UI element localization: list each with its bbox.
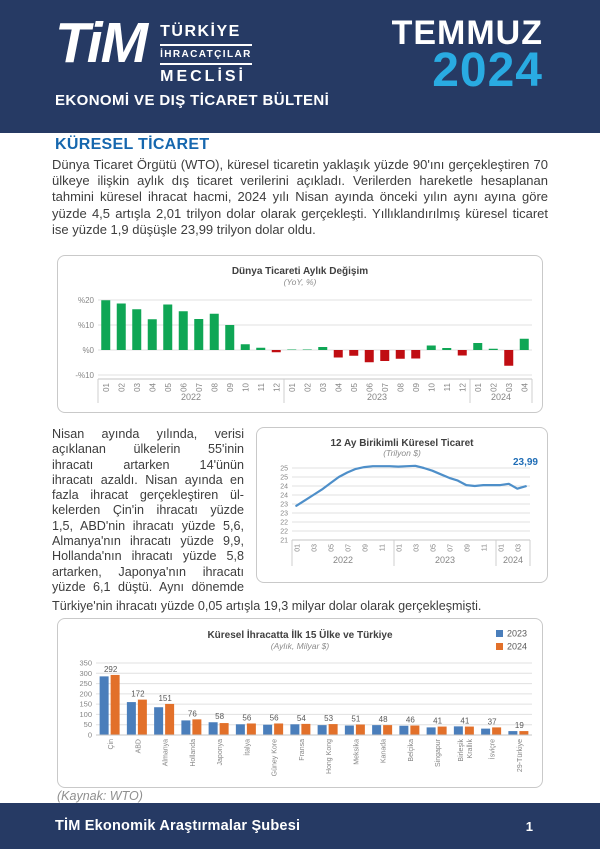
svg-text:46: 46 (405, 715, 415, 725)
svg-text:06: 06 (365, 383, 375, 392)
footer-department: TİM Ekonomik Araştırmalar Şubesi (55, 818, 301, 834)
svg-text:29-Türkiye: 29-Türkiye (516, 739, 524, 773)
svg-text:10: 10 (241, 383, 251, 392)
svg-text:Dünya Ticareti Aylık Değişim: Dünya Ticareti Aylık Değişim (231, 266, 369, 277)
svg-text:11: 11 (256, 383, 266, 392)
logo-line-turkiye: TÜRKİYE (160, 23, 252, 46)
svg-text:09: 09 (225, 383, 235, 392)
svg-text:07: 07 (380, 383, 390, 392)
tim-logo-text: TiM (55, 11, 147, 75)
svg-text:22: 22 (280, 528, 288, 536)
svg-text:24: 24 (280, 483, 288, 491)
svg-text:19: 19 (514, 721, 524, 731)
svg-text:03: 03 (311, 544, 319, 552)
intro-paragraph: Dünya Ticaret Örgütü (WTO), küresel ticaretin yaklaşık yüzde 90'ını gerçekleştiren 70 ülkeye ilişkin aylık dış ticaret verilerini açıkladı. Verilerden hareketle hesaplanan tahmini küresel ihracat hacmi, 2024 yılı Nisan ayında önceki yılın aynı ayına göre yüzde 4,5 artışla 2,01 trilyon dolar olarak gerçekleşti. Yıllıklandırılmış küresel ticaret ise yüzde 1,9 düşüşle 23,99 trilyon dolar oldu. (52, 157, 548, 237)
svg-text:76: 76 (187, 709, 197, 719)
svg-text:23: 23 (280, 510, 288, 518)
svg-text:21: 21 (280, 537, 288, 545)
svg-text:Küresel İhracatta İlk 15 Ülke: Küresel İhracatta İlk 15 Ülke ve Türkiye (207, 630, 393, 641)
monthly-trade-change-chart-card (57, 255, 543, 413)
svg-text:Hong Kong: Hong Kong (326, 739, 334, 775)
analysis-paragraph: Nisan ayında yılında, verisi açıklanan ülkelerin 55'inin ihracatı artarken 14'ünün ihracatı azaldı. Nisan ayında en fazla ihracat gerçekleştiren ül- kelerden Çin'in ihracatı yüzde 1,5, ABD'nin ihracatı yüzde 5,6, Almanya'nın ihracatı yüzde 9,9, Hollanda'nın ihracatı yüzde 5,8 artarken, Japonya'nın ihracatı yüzde 6,1 düştü. Aynı dönemde (52, 427, 244, 594)
cumulative-trade-chart (262, 434, 542, 576)
svg-text:04: 04 (334, 383, 344, 392)
footer (0, 803, 600, 849)
svg-text:%0: %0 (82, 345, 94, 355)
tim-logo (55, 11, 252, 86)
issue-month: TEMMUZ (391, 14, 543, 52)
svg-text:56: 56 (269, 713, 279, 723)
svg-text:11: 11 (442, 383, 452, 392)
svg-text:05: 05 (430, 544, 438, 552)
svg-text:2023: 2023 (434, 555, 456, 565)
svg-text:(Aylık, Milyar $): (Aylık, Milyar $) (270, 641, 330, 651)
svg-text:05: 05 (163, 383, 173, 392)
svg-text:58: 58 (215, 712, 225, 722)
svg-text:10: 10 (427, 383, 437, 392)
svg-text:50: 50 (83, 720, 92, 730)
svg-text:51: 51 (351, 714, 361, 724)
svg-text:Japonya: Japonya (217, 739, 225, 766)
svg-text:300: 300 (79, 668, 92, 678)
svg-text:İtalya: İtalya (244, 739, 252, 756)
monthly-trade-change-chart (62, 262, 538, 406)
logo-line-meclisi: MECLİSİ (160, 68, 246, 85)
svg-text:41: 41 (460, 716, 470, 726)
cumulative-trade-chart-svg (262, 434, 542, 576)
bulletin-title: EKONOMİ VE DIŞ TİCARET BÜLTENİ (55, 92, 330, 109)
svg-text:ABD: ABD (135, 739, 143, 754)
svg-text:350: 350 (79, 658, 92, 668)
svg-text:2023: 2023 (366, 392, 388, 402)
svg-text:172: 172 (131, 689, 145, 699)
svg-text:Çin: Çin (108, 739, 116, 750)
svg-text:01: 01 (101, 383, 111, 392)
svg-text:150: 150 (79, 699, 92, 709)
svg-text:-%10: -%10 (75, 370, 94, 380)
page-number: 1 (525, 818, 533, 834)
svg-text:Meksika: Meksika (353, 739, 361, 765)
logo-line-ihracatcilar: İHRACATÇILAR (160, 46, 252, 65)
svg-text:12 Ay Birikimli Küresel Ticare: 12 Ay Birikimli Küresel Ticaret (330, 438, 474, 449)
svg-text:02: 02 (117, 383, 127, 392)
svg-text:53: 53 (324, 714, 334, 724)
svg-text:2022: 2022 (332, 555, 354, 565)
svg-text:08: 08 (396, 383, 406, 392)
analysis-paragraph-last-line: Türkiye'nin ihracatı yüzde 0,05 artışla 19,3 milyar dolar olarak gerçekleşmişti. (52, 599, 482, 614)
top-exporters-chart-svg (62, 625, 538, 781)
svg-text:Singapur: Singapur (435, 739, 443, 768)
svg-text:04: 04 (148, 383, 158, 392)
svg-text:01: 01 (294, 544, 302, 552)
svg-text:25: 25 (280, 474, 288, 482)
svg-text:12: 12 (272, 383, 282, 392)
svg-text:292: 292 (103, 664, 118, 674)
svg-text:09: 09 (411, 383, 421, 392)
svg-text:100: 100 (79, 709, 92, 719)
svg-text:01: 01 (498, 544, 506, 552)
svg-text:22: 22 (280, 519, 288, 527)
svg-text:%20: %20 (77, 295, 94, 305)
svg-text:25: 25 (280, 465, 288, 473)
svg-text:Birleşik: Birleşik (457, 739, 465, 762)
svg-text:07: 07 (345, 544, 353, 552)
svg-text:250: 250 (79, 679, 92, 689)
section-title: KÜRESEL TİCARET (55, 136, 210, 153)
issue-block (391, 14, 543, 97)
svg-text:12: 12 (458, 383, 468, 392)
svg-text:01: 01 (287, 383, 297, 392)
svg-text:41: 41 (433, 716, 443, 726)
svg-text:2022: 2022 (180, 392, 202, 402)
svg-text:Belçika: Belçika (407, 739, 415, 762)
svg-text:08: 08 (210, 383, 220, 392)
svg-text:07: 07 (447, 544, 455, 552)
svg-text:200: 200 (79, 689, 92, 699)
top-exporters-chart-card (57, 618, 543, 788)
svg-text:02: 02 (303, 383, 313, 392)
svg-text:24: 24 (280, 492, 288, 500)
second-section (52, 427, 548, 615)
svg-text:03: 03 (132, 383, 142, 392)
svg-text:2024: 2024 (507, 641, 528, 652)
svg-text:Fransa: Fransa (298, 739, 306, 761)
svg-text:03: 03 (515, 544, 523, 552)
tim-logo-stack (160, 23, 252, 86)
svg-text:0: 0 (87, 730, 92, 740)
svg-text:54: 54 (296, 713, 306, 723)
svg-text:2023: 2023 (507, 628, 528, 639)
svg-text:İsviçre: İsviçre (489, 739, 497, 760)
monthly-trade-change-chart-svg (62, 262, 538, 406)
svg-text:%10: %10 (77, 320, 94, 330)
svg-text:37: 37 (487, 717, 497, 727)
header (0, 0, 600, 133)
svg-text:(YoY, %): (YoY, %) (283, 277, 317, 287)
source-note: (Kaynak: WTO) (57, 789, 143, 803)
svg-text:23: 23 (280, 501, 288, 509)
svg-text:03: 03 (413, 544, 421, 552)
cumulative-trade-chart-card (256, 427, 548, 583)
svg-text:23,99: 23,99 (512, 457, 538, 468)
svg-text:2024: 2024 (490, 392, 512, 402)
svg-text:2024: 2024 (502, 555, 524, 565)
svg-text:Krallık: Krallık (466, 739, 474, 759)
svg-text:02: 02 (489, 383, 499, 392)
svg-text:Kanada: Kanada (380, 739, 388, 764)
issue-year: 2024 (432, 44, 543, 97)
svg-text:(Trilyon $): (Trilyon $) (383, 448, 421, 458)
svg-text:01: 01 (473, 383, 483, 392)
svg-text:151: 151 (158, 693, 172, 703)
svg-text:04: 04 (520, 383, 530, 392)
svg-text:03: 03 (504, 383, 514, 392)
svg-text:11: 11 (379, 544, 387, 552)
svg-text:03: 03 (318, 383, 328, 392)
svg-text:56: 56 (242, 713, 252, 723)
svg-text:11: 11 (481, 544, 489, 552)
svg-text:01: 01 (396, 544, 404, 552)
svg-text:Almanya: Almanya (162, 739, 170, 767)
svg-text:07: 07 (194, 383, 204, 392)
svg-text:05: 05 (349, 383, 359, 392)
svg-text:09: 09 (464, 544, 472, 552)
svg-text:48: 48 (378, 715, 388, 725)
svg-text:Hollanda: Hollanda (189, 739, 197, 767)
svg-text:06: 06 (179, 383, 189, 392)
top-exporters-chart (62, 625, 538, 781)
svg-text:05: 05 (328, 544, 336, 552)
svg-text:Güney Kore: Güney Kore (271, 739, 279, 777)
svg-text:09: 09 (362, 544, 370, 552)
